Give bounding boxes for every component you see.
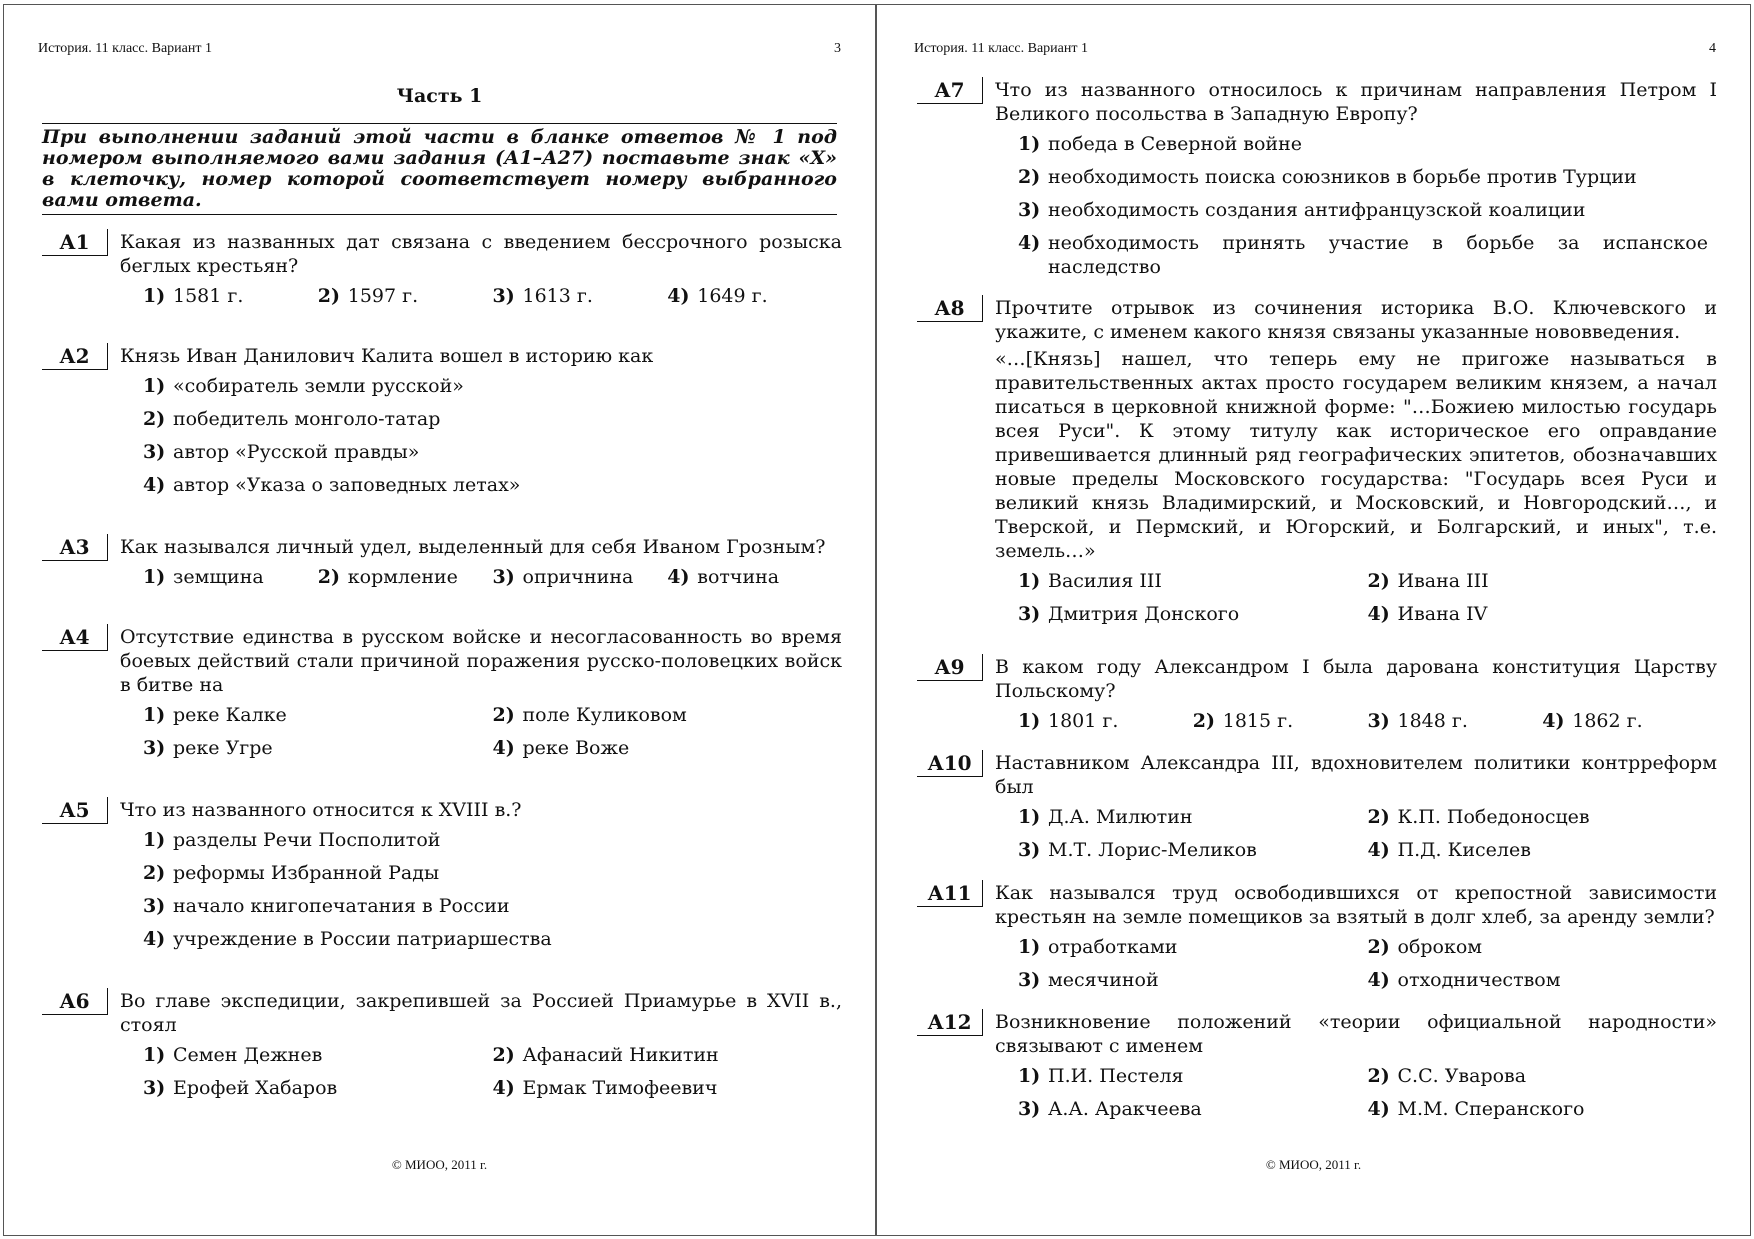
task-label: А5 — [42, 797, 108, 824]
option-3[interactable]: 3) месячиной — [1018, 969, 1159, 991]
option-4[interactable]: 4) вотчина — [667, 566, 780, 588]
task-question: Что из названного относилось к причинам направления Петром I Великого посольства в Западную Европу? — [995, 79, 1717, 125]
option-4[interactable]: 4) П.Д. Киселев — [1367, 839, 1531, 861]
task-question: Как назывался труд освободившихся от крепостной зависимости крестьян на земле помещиков за взятый в долг хлеб, за аренду земли? — [995, 882, 1717, 928]
task-a2 — [42, 343, 842, 506]
page-footer: © МИОО, 2011 г. — [391, 1157, 488, 1172]
option-1[interactable]: 1) разделы Речи Посполитой — [143, 829, 441, 851]
task-a6 — [42, 988, 842, 1109]
option-2[interactable]: 2) Афанасий Никитин — [492, 1044, 719, 1066]
instructions: При выполнении заданий этой части в бланке ответов № 1 под номером выполняемого вами задания (А1–А27) поставьте знак «Х» в клеточку, номер которой соответствует номеру выбранного вами ответа. — [42, 123, 837, 215]
task-label: А9 — [917, 654, 983, 681]
option-3[interactable]: 3) необходимость создания антифранцузской коалиции — [1018, 199, 1586, 221]
task-question: Прочтите отрывок из сочинения историка В.О. Ключевского и укажите, с именем какого князя связаны указанные нововведения. — [995, 297, 1717, 343]
task-a11 — [917, 880, 1717, 1001]
option-3[interactable]: 3) М.Т. Лорис-Меликов — [1018, 839, 1257, 861]
option-2[interactable]: 2) поле Куликовом — [492, 704, 687, 726]
task-question: Наставником Александра III, вдохновителем политики контрреформ был — [995, 752, 1717, 798]
option-1[interactable]: 1) П.И. Пестеля — [1018, 1065, 1184, 1087]
task-a7 — [917, 77, 1717, 289]
task-question: Возникновение положений «теории официальной народности» связывают с именем — [995, 1011, 1717, 1057]
task-label: А10 — [917, 750, 983, 777]
page-right — [876, 4, 1751, 1236]
option-3[interactable]: 3) А.А. Аракчеева — [1018, 1098, 1202, 1120]
option-1[interactable]: 1) Д.А. Милютин — [1018, 806, 1193, 828]
option-2[interactable]: 2) реформы Избранной Рады — [143, 862, 440, 884]
option-1[interactable]: 1) 1581 г. — [143, 285, 244, 307]
page-header: История. 11 класс. Вариант 1 — [38, 41, 212, 56]
task-a5 — [42, 797, 842, 960]
task-label: А7 — [917, 77, 983, 104]
option-2[interactable]: 2) 1815 г. — [1192, 710, 1294, 732]
option-4[interactable]: 4) М.М. Сперанского — [1367, 1098, 1585, 1120]
task-label: А8 — [917, 295, 983, 322]
option-1[interactable]: 1) Семен Дежнев — [143, 1044, 323, 1066]
task-label: А1 — [42, 229, 108, 256]
task-a4 — [42, 624, 842, 769]
task-question: Как назывался личный удел, выделенный для себя Иваном Грозным? — [120, 536, 826, 558]
option-3[interactable]: 3) 1848 г. — [1367, 710, 1468, 732]
option-1[interactable]: 1) «собиратель земли русской» — [143, 375, 464, 397]
task-question: Князь Иван Данилович Калита вошел в историю как — [120, 345, 654, 367]
task-a8 — [917, 295, 1717, 635]
option-4[interactable]: 4) 1862 г. — [1542, 710, 1643, 732]
page-number: 3 — [834, 41, 841, 56]
option-4[interactable]: 4) реке Воже — [492, 737, 630, 759]
option-3[interactable]: 3) опричнина — [492, 566, 634, 588]
task-question: В каком году Александром I была дарована конституция Царству Польскому? — [995, 656, 1717, 702]
option-2[interactable]: 2) К.П. Победоносцев — [1367, 806, 1590, 828]
option-2[interactable]: 2) оброком — [1367, 936, 1483, 958]
task-a3 — [42, 534, 842, 598]
page-footer: © МИОО, 2011 г. — [1265, 1157, 1362, 1172]
option-1[interactable]: 1) отработками — [1018, 936, 1178, 958]
option-4[interactable]: 4) автор «Указа о заповедных летах» — [143, 474, 521, 496]
option-3[interactable]: 3) 1613 г. — [492, 285, 593, 307]
option-3[interactable]: 3) Дмитрия Донского — [1018, 603, 1240, 625]
option-4[interactable]: 4) отходничеством — [1367, 969, 1561, 991]
option-1[interactable]: 1) победа в Северной войне — [1018, 133, 1302, 155]
task-label: А2 — [42, 343, 108, 370]
option-4[interactable]: 4) Ермак Тимофеевич — [492, 1077, 718, 1099]
task-label: А11 — [917, 880, 983, 907]
option-2[interactable]: 2) 1597 г. — [317, 285, 419, 307]
option-4[interactable]: 4) 1649 г. — [667, 285, 768, 307]
option-1[interactable]: 1) реке Калке — [143, 704, 287, 726]
option-3[interactable]: 3) реке Угре — [143, 737, 273, 759]
task-label: А4 — [42, 624, 108, 651]
task-label: А3 — [42, 534, 108, 561]
task-a12 — [917, 1009, 1717, 1130]
task-question: Какая из названных дат связана с введением бессрочного розыска беглых крестьян? — [120, 231, 842, 277]
task-label: А6 — [42, 988, 108, 1015]
option-2[interactable]: 2) Ивана III — [1367, 570, 1489, 592]
option-2[interactable]: 2) необходимость поиска союзников в борьбе против Турции — [1018, 166, 1637, 188]
option-2[interactable]: 2) победитель монголо-татар — [143, 408, 441, 430]
task-question: Отсутствие единства в русском войске и несогласованность во время боевых действий стали причиной поражения русско-половецких войск в битве на — [120, 626, 842, 696]
option-1[interactable]: 1) Василия III — [1018, 570, 1162, 592]
page-left — [3, 4, 876, 1236]
option-2[interactable]: 2) кормление — [317, 566, 458, 588]
option-1[interactable]: 1) 1801 г. — [1018, 710, 1119, 732]
task-a1 — [42, 229, 842, 317]
option-4[interactable]: 4) необходимость принять участие в борьбе за испанское наследство — [1018, 232, 1708, 278]
option-4[interactable]: 4) учреждение в России патриаршества — [143, 928, 552, 950]
option-1[interactable]: 1) земщина — [143, 566, 264, 588]
page-number: 4 — [1709, 41, 1716, 56]
option-3[interactable]: 3) автор «Русской правды» — [143, 441, 420, 463]
part-title: Часть 1 — [396, 85, 483, 107]
task-a9 — [917, 654, 1717, 742]
option-3[interactable]: 3) начало книгопечатания в России — [143, 895, 510, 917]
task-question: Что из названного относится к XVIII в.? — [120, 799, 522, 821]
option-2[interactable]: 2) С.С. Уварова — [1367, 1065, 1527, 1087]
option-3[interactable]: 3) Ерофей Хабаров — [143, 1077, 338, 1099]
task-label: А12 — [917, 1009, 983, 1036]
option-4[interactable]: 4) Ивана IV — [1367, 603, 1488, 625]
options-row — [143, 284, 842, 317]
task-quote: «…[Князь] нашел, что теперь ему не пригоже называться в правительственных актах просто государем великим князем, а начал писаться в церковной книжной форме: "…Божиею милостью государь всея Руси". К этому титулу как историческое его оправдание привешивается длинный ряд географических эпитетов, обозначавших новые пределы Московского государства: "Государь всея Руси и великий князь Владимирский, и Московский, и Новгородский…, и Тверской, и Пермский, и Югорский, и Болгарский, и иных", т.е. земель…» — [995, 348, 1717, 562]
page-header: История. 11 класс. Вариант 1 — [914, 41, 1088, 56]
task-question: Во главе экспедиции, закрепившей за Россией Приамурье в XVII в., стоял — [120, 990, 842, 1036]
task-a10 — [917, 750, 1717, 871]
